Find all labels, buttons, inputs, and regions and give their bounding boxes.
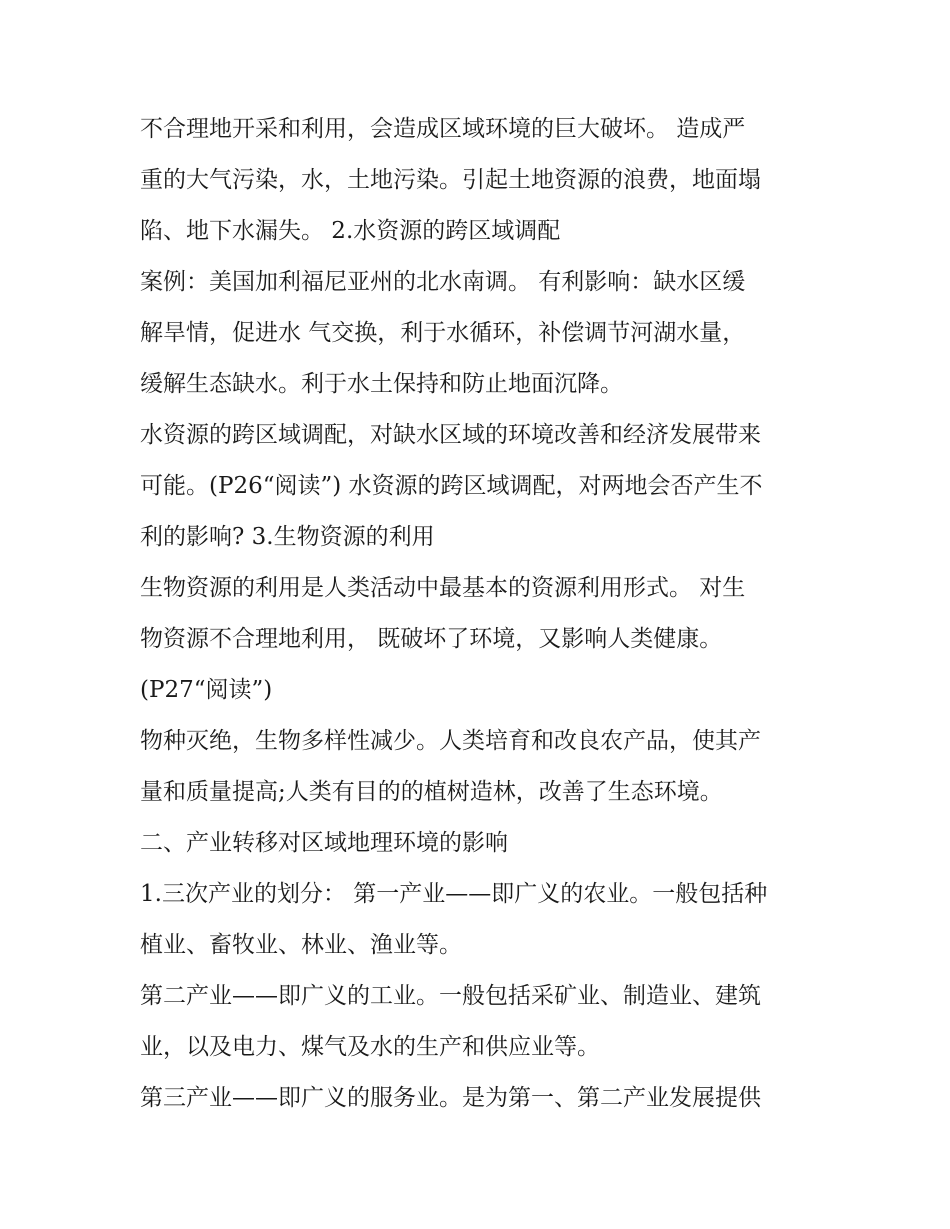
document-body bbox=[140, 104, 820, 1124]
text-line: 不合理地开采和利用，会造成区域环境的巨大破坏。 造成严 bbox=[140, 116, 746, 142]
text-line: 解旱情，促进水 气交换，利于水循环，补偿调节河湖水量， bbox=[140, 320, 746, 346]
text-line: 水资源的跨区域调配，对缺水区域的环境改善和经济发展带来 bbox=[140, 422, 761, 448]
text-line: 陷、地下水漏失。 2.水资源的跨区域调配 bbox=[140, 218, 561, 244]
text-line: (P27“阅读”) bbox=[140, 677, 273, 703]
text-line: 生物资源的利用是人类活动中最基本的资源利用形式。 对生 bbox=[140, 575, 746, 601]
text-line: 利的影响? 3.生物资源的利用 bbox=[140, 524, 435, 550]
text-line: 业，以及电力、煤气及水的生产和供应业等。 bbox=[140, 1034, 600, 1060]
text-line: 可能。(P26“阅读”) 水资源的跨区域调配，对两地会否产生不 bbox=[140, 473, 763, 499]
text-line: 物资源不合理地利用， 既破坏了环境，又影响人类健康。 bbox=[140, 626, 723, 652]
text-line: 第三产业——即广义的服务业。是为第一、第二产业发展提供 bbox=[140, 1085, 761, 1111]
text-line: 量和质量提高;人类有目的的植树造林，改善了生态环境。 bbox=[140, 779, 723, 805]
text-line: 1.三次产业的划分： 第一产业——即广义的农业。一般包括种 bbox=[140, 881, 768, 907]
section-heading: 二、产业转移对区域地理环境的影响 bbox=[140, 830, 508, 856]
text-line: 缓解生态缺水。利于水土保持和防止地面沉降。 bbox=[140, 371, 623, 397]
text-line: 植业、畜牧业、林业、渔业等。 bbox=[140, 932, 462, 958]
text-line: 案例：美国加利福尼亚州的北水南调。 有利影响：缺水区缓 bbox=[140, 269, 746, 295]
text-line: 第二产业——即广义的工业。一般包括采矿业、制造业、建筑 bbox=[140, 983, 761, 1009]
text-line: 物种灭绝，生物多样性减少。人类培育和改良农产品，使其产 bbox=[140, 728, 761, 754]
text-line: 重的大气污染，水，土地污染。引起土地资源的浪费，地面塌 bbox=[140, 167, 761, 193]
